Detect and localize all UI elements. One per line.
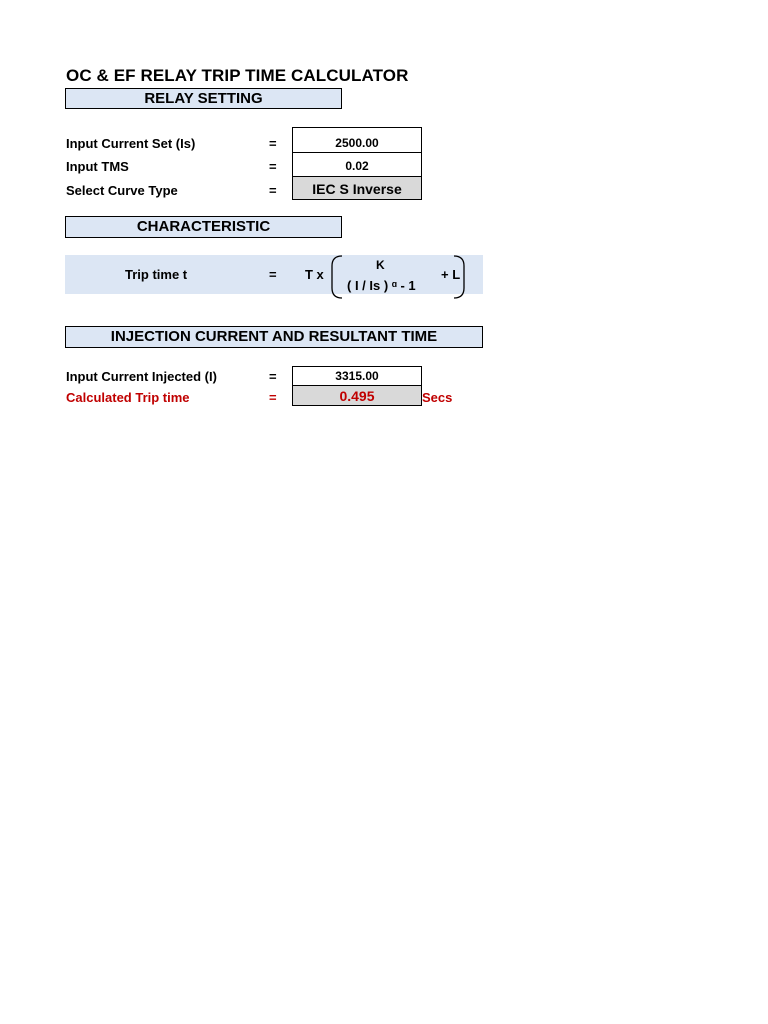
select-curve-type-label: Select Curve Type <box>66 183 178 198</box>
formula-suffix: + L <box>441 267 461 282</box>
formula-denominator: ( I / Is ) ᵅ - 1 <box>347 278 416 293</box>
calculated-trip-time-equals: = <box>269 390 277 405</box>
input-tms-equals: = <box>269 159 277 174</box>
formula-prefix: T x <box>305 267 324 282</box>
input-current-set-field[interactable]: 2500.00 <box>292 127 422 153</box>
input-current-injected-equals: = <box>269 369 277 384</box>
calculated-trip-time-label: Calculated Trip time <box>66 390 190 405</box>
formula-equals: = <box>269 267 277 282</box>
input-current-set-equals: = <box>269 136 277 151</box>
input-tms-field[interactable]: 0.02 <box>292 152 422 177</box>
characteristic-heading <box>65 216 342 238</box>
formula-numerator: K <box>376 258 385 272</box>
input-current-set-label: Input Current Set (Is) <box>66 136 196 151</box>
injection-heading-text: INJECTION CURRENT AND RESULTANT TIME <box>110 328 438 345</box>
characteristic-heading-text: CHARACTERISTIC <box>136 218 271 235</box>
input-current-injected-label: Input Current Injected (I) <box>66 369 217 384</box>
input-tms-label: Input TMS <box>66 159 129 174</box>
injection-heading <box>65 326 483 348</box>
trip-time-label: Trip time t <box>125 267 188 282</box>
relay-setting-heading <box>65 88 342 109</box>
relay-setting-heading-text: RELAY SETTING <box>144 90 263 107</box>
left-bracket-icon <box>326 254 346 300</box>
calculated-trip-time-value: 0.495 <box>292 385 422 406</box>
curve-type-select[interactable]: IEC S Inverse <box>292 176 422 200</box>
select-curve-type-equals: = <box>269 183 277 198</box>
trip-time-unit: Secs <box>422 390 453 405</box>
page-title: OC & EF RELAY TRIP TIME CALCULATOR <box>66 66 409 85</box>
input-current-injected-field[interactable]: 3315.00 <box>292 366 422 386</box>
